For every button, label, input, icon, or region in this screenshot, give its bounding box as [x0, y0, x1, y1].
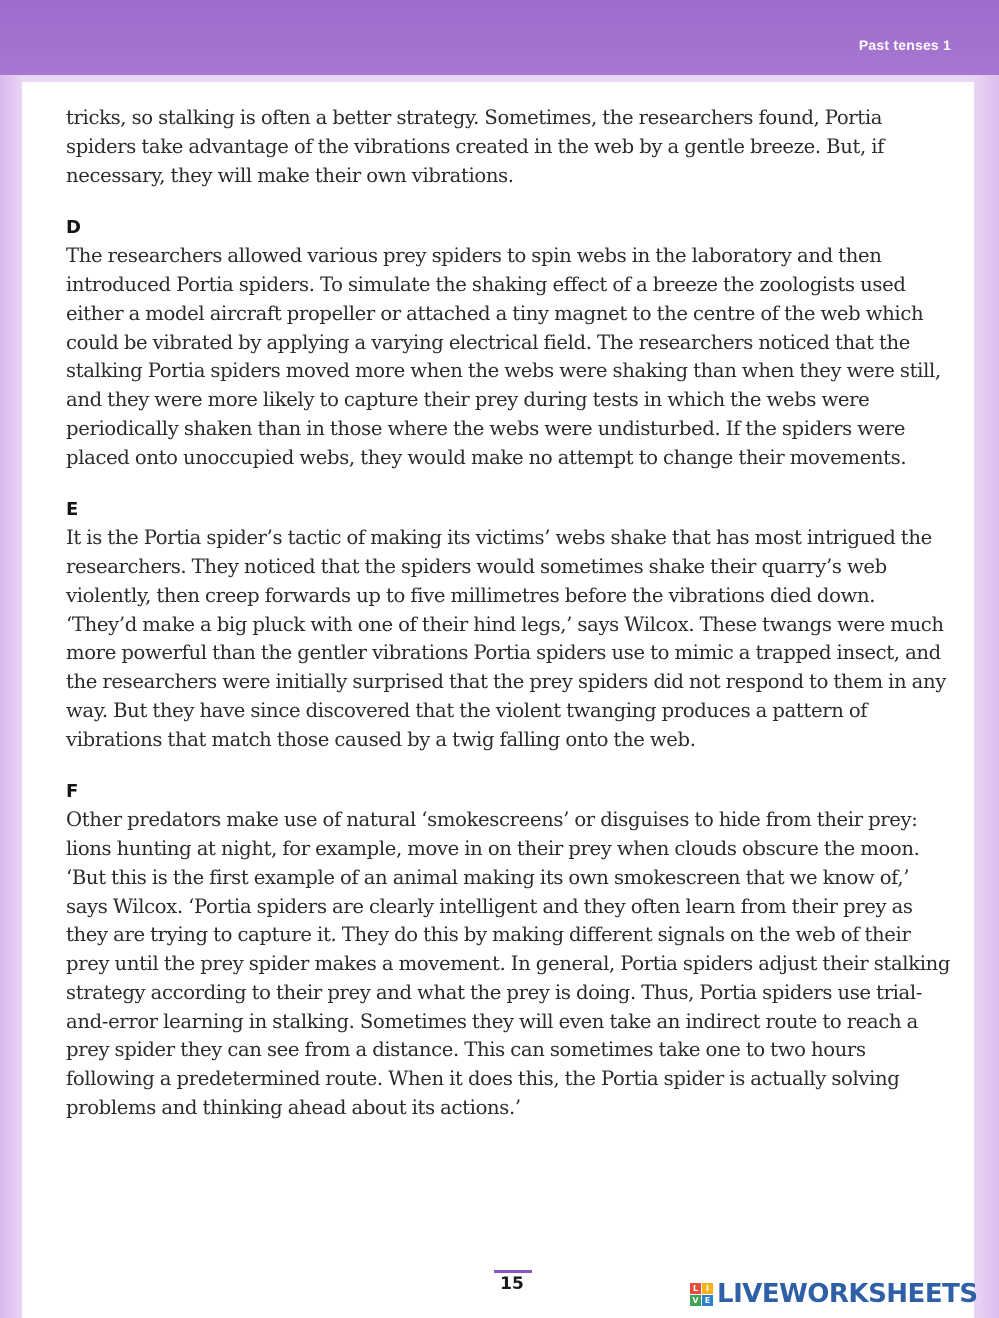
logo-letter: V [690, 1295, 701, 1306]
right-margin [973, 75, 999, 1318]
page-number: 15 [500, 1274, 524, 1294]
section-heading-d: D [66, 217, 81, 239]
section-paragraph-e: It is the Portia spider’s tactic of making its victims’ webs shake that has most intrigued the researchers. They noticed that the spiders would sometimes shake their quarry’s web violently, then creep forwards up to five millimetres before the vibrations died down. ‘They’d make a big pluck with one of their hind legs,’ says Wilcox. These twangs were much more powerful than the gentler vibrations Portia spiders use to mimic a trapped insect, and the researchers were initially surprised that the prey spiders did not respond to them in any way. But they have since discovered that the violent twanging produces a pattern of vibrations that match those caused by a twig falling onto the web. [66, 526, 946, 751]
section-heading-e: E [66, 499, 78, 521]
article-body [66, 104, 951, 1123]
liveworksheets-logo-icon [690, 1283, 713, 1306]
header-band [0, 0, 999, 75]
section-label: Past tenses 1 [858, 37, 951, 53]
logo-letter: I [702, 1283, 713, 1294]
intro-paragraph: tricks, so stalking is often a better strategy. Sometimes, the researchers found, Portia spiders take advantage of the vibrations created in the web by a gentle breeze. But, if necessary, they will make their own vibrations. [66, 106, 885, 187]
section-paragraph-f: Other predators make use of natural ‘smokescreens’ or disguises to hide from their prey: lions hunting at night, for example, move in on their prey when clouds obscure the moon. ‘But this is the first example of an animal making its own smokescreen that we know of,’ says Wilcox. ‘Portia spiders are clearly intelligent and they often learn from their prey as they are trying to capture it. They do this by making different signals on the web of their prey until the prey spider makes a movement. In general, Portia spiders adjust their stalking strategy according to their prey and what the prey is doing. Thus, Portia spiders use trial-and-error learning in stalking. Sometimes they will even take an indirect route to reach a prey spider they can see from a distance. This can sometimes take one to two hours following a predetermined route. When it does this, the Portia spider is actually solving problems and thinking ahead about its actions.’ [66, 808, 951, 1119]
logo-letter: E [702, 1295, 713, 1306]
section-heading-f: F [66, 781, 78, 803]
page-number-rule [494, 1270, 532, 1273]
liveworksheets-watermark [690, 1278, 978, 1310]
left-margin [0, 75, 22, 1318]
watermark-text: LIVEWORKSHEETS [717, 1279, 978, 1309]
logo-letter: L [690, 1283, 701, 1294]
section-paragraph-d: The researchers allowed various prey spiders to spin webs in the laboratory and then introduced Portia spiders. To simulate the shaking effect of a breeze the zoologists used either a model aircraft propeller or attached a tiny magnet to the centre of the web which could be vibrated by applying a varying electrical field. The researchers noticed that the stalking Portia spiders moved more when the webs were shaking than when they were still, and they were more likely to capture their prey during tests in which the webs were periodically shaken than in those where the webs were undisturbed. If the spiders were placed onto unoccupied webs, they would make no attempt to change their movements. [66, 244, 941, 469]
